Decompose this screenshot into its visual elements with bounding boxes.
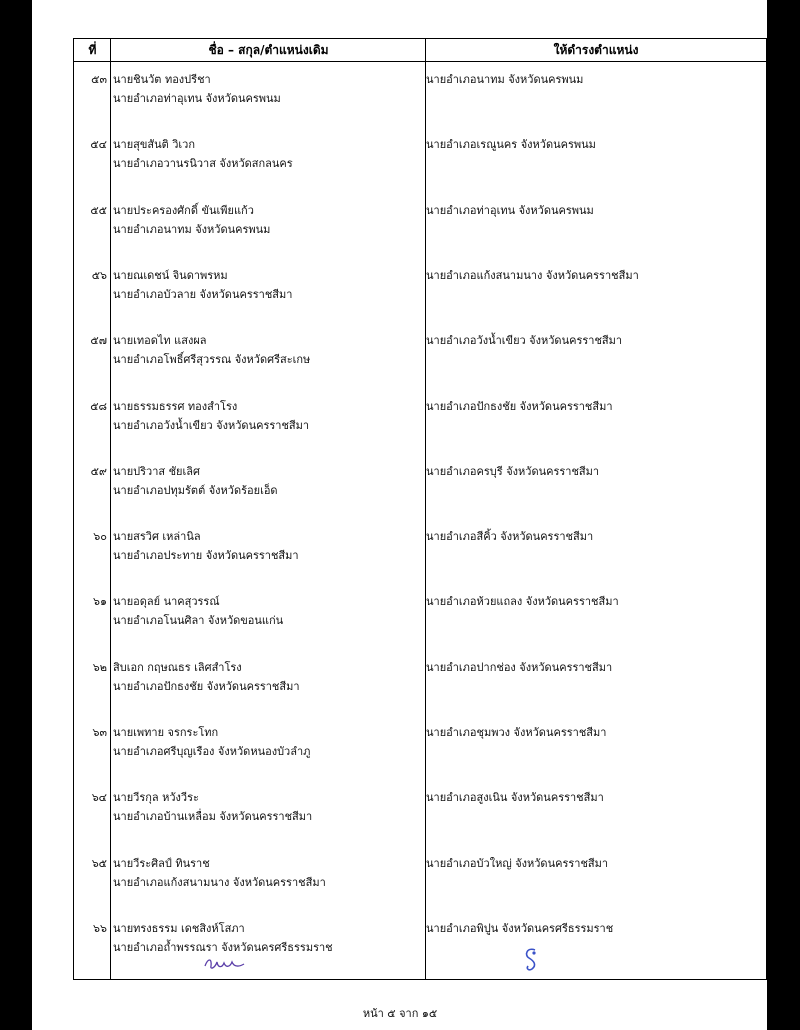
table-row [73,455,767,520]
person-name: นายเทอดไท แสงผล [113,334,207,348]
row-number: ๕๕ [90,203,107,217]
old-position: นายอำเภอแก้งสนามนาง จังหวัดนครราชสีมา [113,875,326,889]
person-name: นายชินวัต ทองปรีชา [113,73,211,86]
table-header [73,38,767,62]
new-position: นายอำเภอท่าอุเทน จังหวัดนครพนม [426,203,594,217]
table-row [73,651,767,716]
header-new-position: ให้ดำรงตำแหน่ง [553,42,639,57]
new-position: นายอำเภอเรณูนคร จังหวัดนครพนม [426,138,596,152]
person-name: นายธรรมธรรศ ทองสำโรง [113,399,238,413]
person-name: สิบเอก กฤษณธร เลิศสำโรง [113,660,242,674]
table-row [73,585,767,650]
table-row [73,390,767,455]
table-row [73,520,767,585]
new-position: นายอำเภอวังน้ำเขียว จังหวัดนครราชสีมา [426,334,623,348]
header-old-position: ชื่อ – สกุล/ตำแหน่งเดิม [208,42,329,57]
row-number: ๖๓ [92,726,107,739]
person-name: นายประครองศักดิ์ ขันเพียแก้ว [113,203,254,217]
person-name: นายสรวิศ เหล่านิล [113,530,201,544]
old-position: นายอำเภอประทาย จังหวัดนครราชสีมา [113,549,299,563]
old-position: นายอำเภอท่าอุเทน จังหวัดนครพนม [113,92,281,105]
person-name: นายวีระศิลป์ ทินราช [113,856,210,870]
old-position: นายอำเภอบ้านเหลื่อม จังหวัดนครราชสีมา [113,810,313,824]
table-row [73,716,767,781]
person-name: นายณเดชน์ จินดาพรหม [113,268,228,282]
row-number: ๖๖ [93,921,107,935]
person-name: นายอดุลย์ นาคสุวรรณ์ [113,595,220,609]
new-position: นายอำเภอชุมพวง จังหวัดนครราชสีมา [426,726,607,739]
person-name: นายปริวาส ชัยเลิศ [113,464,200,478]
old-position: นายอำเภอปทุมรัตต์ จังหวัดร้อยเอ็ด [113,483,278,497]
person-name: นายเพทาย จรกระโทก [113,726,219,739]
row-number: ๖๔ [91,791,107,805]
old-position: นายอำเภอโนนศิลา จังหวัดขอนแก่น [113,614,284,628]
new-position: นายอำเภอสูงเนิน จังหวัดนครราชสีมา [426,791,604,805]
new-position: นายอำเภอพิปูน จังหวัดนครศรีธรรมราช [426,921,614,935]
new-position: นายอำเภอนาทม จังหวัดนครพนม [426,73,584,86]
table-row [73,324,767,389]
row-number: ๕๖ [91,268,107,282]
table-row [73,781,767,846]
new-position: นายอำเภอครบุรี จังหวัดนครราชสีมา [426,464,600,478]
new-position: นายอำเภอบัวใหญ่ จังหวัดนครราชสีมา [426,856,609,870]
header-no: ที่ [88,42,97,57]
old-position: นายอำเภอถ้ำพรรณรา จังหวัดนครศรีธรรมราช [113,940,333,954]
old-position: นายอำเภอวังน้ำเขียว จังหวัดนครราชสีมา [113,418,310,432]
row-number: ๕๔ [90,138,107,152]
table-row [73,128,767,193]
row-number: ๕๓ [91,73,107,86]
row-number: ๖๒ [92,660,107,674]
person-name: นายทรงธรรม เดชสิงห์โสภา [113,921,245,935]
row-number: ๖๑ [93,595,107,609]
new-position: นายอำเภอปากช่อง จังหวัดนครราชสีมา [426,660,613,674]
table-row [73,847,767,912]
table-row [73,259,767,324]
table-row [73,194,767,259]
table-row [73,912,767,977]
new-position: นายอำเภอแก้งสนามนาง จังหวัดนครราชสีมา [426,268,639,282]
row-number: ๖๕ [91,856,107,870]
old-position: นายอำเภอวานรนิวาส จังหวัดสกลนคร [113,157,293,171]
initials-signature-left [202,952,248,974]
table-row [73,63,767,128]
old-position: นายอำเภอปักธงชัย จังหวัดนครราชสีมา [113,679,300,693]
row-number: ๕๙ [90,464,107,478]
new-position: นายอำเภอสีคิ้ว จังหวัดนครราชสีมา [426,530,594,544]
row-number: ๕๘ [90,399,107,413]
new-position: นายอำเภอห้วยแถลง จังหวัดนครราชสีมา [426,595,619,609]
initials-signature-right [520,945,544,973]
row-number: ๕๗ [90,334,107,348]
page-number: หน้า ๕ จาก ๑๕ [362,1007,438,1020]
old-position: นายอำเภอศรีบุญเรือง จังหวัดหนองบัวลำภู [113,745,311,758]
old-position: นายอำเภอโพธิ์ศรีสุวรรณ จังหวัดศรีสะเกษ [113,353,311,367]
old-position: นายอำเภอนาทม จังหวัดนครพนม [113,222,271,236]
person-name: นายวีรกุล หวังวีระ [113,791,199,805]
row-number: ๖๐ [93,530,107,544]
old-position: นายอำเภอบัวลาย จังหวัดนครราชสีมา [113,287,293,301]
person-name: นายสุขสันติ วิเวก [113,138,196,152]
new-position: นายอำเภอปักธงชัย จังหวัดนครราชสีมา [426,399,613,413]
